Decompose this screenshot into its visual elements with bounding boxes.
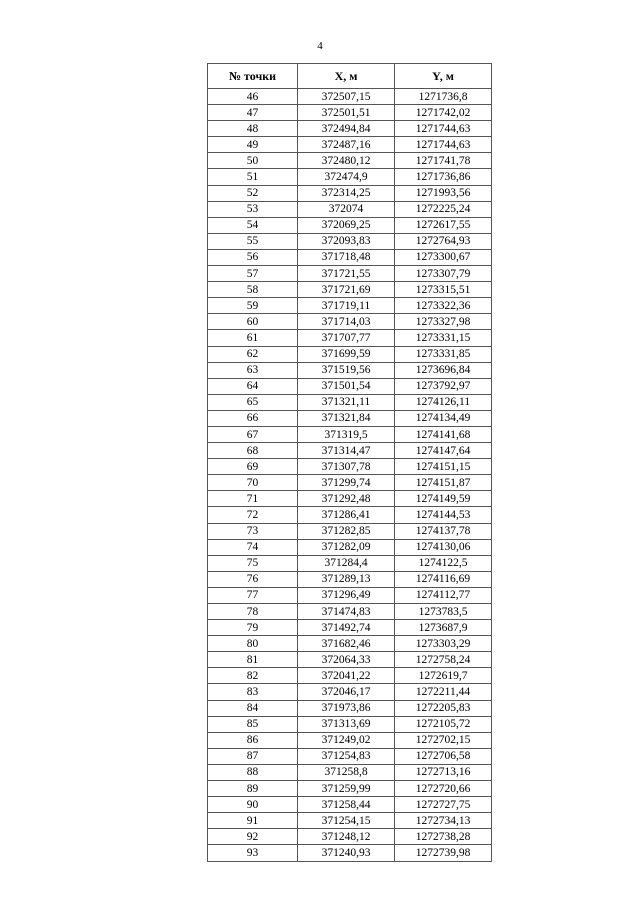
point-number-cell: 47: [208, 105, 298, 121]
point-number-cell: 64: [208, 378, 298, 394]
y-coordinate-cell: 1274112,77: [395, 587, 492, 603]
point-number-cell: 92: [208, 829, 298, 845]
x-coordinate-cell: 371721,69: [298, 282, 395, 298]
x-coordinate-cell: 371314,47: [298, 443, 395, 459]
table-row: [208, 169, 492, 185]
table-row: [208, 201, 492, 217]
x-coordinate-cell: 371240,93: [298, 845, 395, 861]
point-number-cell: 60: [208, 314, 298, 330]
x-coordinate-cell: 371292,48: [298, 491, 395, 507]
point-number-cell: 56: [208, 249, 298, 265]
x-coordinate-cell: 371259,99: [298, 781, 395, 797]
point-number-cell: 51: [208, 169, 298, 185]
x-coordinate-cell: 371282,85: [298, 523, 395, 539]
y-coordinate-cell: 1271741,78: [395, 153, 492, 169]
point-number-cell: 80: [208, 636, 298, 652]
table-row: [208, 587, 492, 603]
point-number-cell: 87: [208, 748, 298, 764]
table-row: [208, 394, 492, 410]
x-coordinate-cell: 371718,48: [298, 249, 395, 265]
point-number-cell: 59: [208, 298, 298, 314]
table-row: [208, 185, 492, 201]
x-coordinate-cell: 371248,12: [298, 829, 395, 845]
y-coordinate-cell: 1272706,58: [395, 748, 492, 764]
y-coordinate-cell: 1272617,55: [395, 217, 492, 233]
x-coordinate-cell: 371313,69: [298, 716, 395, 732]
x-coordinate-cell: 371254,83: [298, 748, 395, 764]
y-coordinate-cell: 1274151,15: [395, 459, 492, 475]
x-coordinate-cell: 371289,13: [298, 571, 395, 587]
y-coordinate-cell: 1274126,11: [395, 394, 492, 410]
x-coordinate-cell: 372487,16: [298, 137, 395, 153]
table-row: [208, 781, 492, 797]
table-row: [208, 507, 492, 523]
point-number-cell: 79: [208, 620, 298, 636]
x-coordinate-cell: 371258,8: [298, 764, 395, 780]
x-coordinate-cell: 371699,59: [298, 346, 395, 362]
y-coordinate-cell: 1274144,53: [395, 507, 492, 523]
point-number-cell: 66: [208, 410, 298, 426]
point-number-cell: 86: [208, 732, 298, 748]
page-number: 4: [317, 40, 323, 52]
x-coordinate-cell: 371321,84: [298, 410, 395, 426]
y-coordinate-cell: 1274141,68: [395, 426, 492, 442]
table-row: [208, 362, 492, 378]
table-row: [208, 298, 492, 314]
y-coordinate-cell: 1274147,64: [395, 443, 492, 459]
y-coordinate-cell: 1272758,24: [395, 652, 492, 668]
point-number-cell: 61: [208, 330, 298, 346]
table-row: [208, 539, 492, 555]
y-coordinate-cell: 1271744,63: [395, 121, 492, 137]
x-coordinate-cell: 371307,78: [298, 459, 395, 475]
table-row: [208, 153, 492, 169]
y-coordinate-cell: 1274151,87: [395, 475, 492, 491]
table-row: [208, 700, 492, 716]
y-coordinate-cell: 1274134,49: [395, 410, 492, 426]
y-coordinate-cell: 1272702,15: [395, 732, 492, 748]
point-number-cell: 52: [208, 185, 298, 201]
table-row: [208, 523, 492, 539]
x-coordinate-cell: 372046,17: [298, 684, 395, 700]
table-row: [208, 475, 492, 491]
y-coordinate-cell: 1271742,02: [395, 105, 492, 121]
x-coordinate-cell: 371249,02: [298, 732, 395, 748]
table-row: [208, 89, 492, 105]
point-number-cell: 90: [208, 797, 298, 813]
point-number-cell: 85: [208, 716, 298, 732]
table-row: [208, 314, 492, 330]
table-body: [208, 89, 492, 862]
x-coordinate-cell: 372480,12: [298, 153, 395, 169]
y-coordinate-cell: 1272764,93: [395, 233, 492, 249]
table-row: [208, 555, 492, 571]
table-row: [208, 249, 492, 265]
x-coordinate-cell: 371286,41: [298, 507, 395, 523]
x-coordinate-cell: 371319,5: [298, 426, 395, 442]
table-row: [208, 346, 492, 362]
x-coordinate-cell: 371254,15: [298, 813, 395, 829]
y-coordinate-cell: 1271736,86: [395, 169, 492, 185]
y-coordinate-cell: 1272713,16: [395, 764, 492, 780]
x-coordinate-cell: 371258,44: [298, 797, 395, 813]
table-row: [208, 217, 492, 233]
point-number-cell: 83: [208, 684, 298, 700]
table-row: [208, 459, 492, 475]
table-row: [208, 410, 492, 426]
y-coordinate-cell: 1273300,67: [395, 249, 492, 265]
x-coordinate-cell: 371296,49: [298, 587, 395, 603]
table-row: [208, 652, 492, 668]
point-number-cell: 48: [208, 121, 298, 137]
y-coordinate-cell: 1273696,84: [395, 362, 492, 378]
point-number-cell: 55: [208, 233, 298, 249]
table-row: [208, 716, 492, 732]
y-coordinate-cell: 1273322,36: [395, 298, 492, 314]
table-row: [208, 137, 492, 153]
x-coordinate-cell: 372494,84: [298, 121, 395, 137]
table-row: [208, 813, 492, 829]
y-coordinate-cell: 1272734,13: [395, 813, 492, 829]
coordinates-table: [207, 63, 492, 862]
table-row: [208, 668, 492, 684]
x-coordinate-cell: 371973,86: [298, 700, 395, 716]
table-row: [208, 732, 492, 748]
y-coordinate-cell: 1272225,24: [395, 201, 492, 217]
point-number-cell: 63: [208, 362, 298, 378]
x-coordinate-cell: 371707,77: [298, 330, 395, 346]
point-number-cell: 70: [208, 475, 298, 491]
point-number-cell: 89: [208, 781, 298, 797]
x-coordinate-cell: 372314,25: [298, 185, 395, 201]
x-coordinate-cell: 372074: [298, 201, 395, 217]
y-coordinate-cell: 1272211,44: [395, 684, 492, 700]
y-coordinate-cell: 1273792,97: [395, 378, 492, 394]
x-coordinate-cell: 371474,83: [298, 604, 395, 620]
table-row: [208, 426, 492, 442]
x-coordinate-cell: 371682,46: [298, 636, 395, 652]
y-coordinate-cell: 1273331,85: [395, 346, 492, 362]
table-row: [208, 764, 492, 780]
header-y-coordinate: Y, м: [395, 64, 492, 89]
y-coordinate-cell: 1272619,7: [395, 668, 492, 684]
y-coordinate-cell: 1273307,79: [395, 266, 492, 282]
x-coordinate-cell: 371519,56: [298, 362, 395, 378]
x-coordinate-cell: 372069,25: [298, 217, 395, 233]
y-coordinate-cell: 1271744,63: [395, 137, 492, 153]
table-row: [208, 443, 492, 459]
x-coordinate-cell: 371284,4: [298, 555, 395, 571]
y-coordinate-cell: 1271736,8: [395, 89, 492, 105]
table-row: [208, 233, 492, 249]
table-row: [208, 845, 492, 861]
point-number-cell: 81: [208, 652, 298, 668]
y-coordinate-cell: 1274116,69: [395, 571, 492, 587]
point-number-cell: 71: [208, 491, 298, 507]
point-number-cell: 57: [208, 266, 298, 282]
table-row: [208, 121, 492, 137]
point-number-cell: 62: [208, 346, 298, 362]
point-number-cell: 93: [208, 845, 298, 861]
x-coordinate-cell: 371714,03: [298, 314, 395, 330]
point-number-cell: 88: [208, 764, 298, 780]
x-coordinate-cell: 372041,22: [298, 668, 395, 684]
point-number-cell: 77: [208, 587, 298, 603]
point-number-cell: 78: [208, 604, 298, 620]
y-coordinate-cell: 1274130,06: [395, 539, 492, 555]
y-coordinate-cell: 1274122,5: [395, 555, 492, 571]
point-number-cell: 58: [208, 282, 298, 298]
table-header-row: [208, 64, 492, 89]
y-coordinate-cell: 1274149,59: [395, 491, 492, 507]
x-coordinate-cell: 372507,15: [298, 89, 395, 105]
y-coordinate-cell: 1273303,29: [395, 636, 492, 652]
table-row: [208, 571, 492, 587]
point-number-cell: 91: [208, 813, 298, 829]
x-coordinate-cell: 372501,51: [298, 105, 395, 121]
point-number-cell: 82: [208, 668, 298, 684]
point-number-cell: 72: [208, 507, 298, 523]
y-coordinate-cell: 1273331,15: [395, 330, 492, 346]
table-row: [208, 829, 492, 845]
point-number-cell: 49: [208, 137, 298, 153]
x-coordinate-cell: 372093,83: [298, 233, 395, 249]
x-coordinate-cell: 371721,55: [298, 266, 395, 282]
x-coordinate-cell: 371719,11: [298, 298, 395, 314]
table-row: [208, 620, 492, 636]
point-number-cell: 76: [208, 571, 298, 587]
y-coordinate-cell: 1272739,98: [395, 845, 492, 861]
table-row: [208, 604, 492, 620]
table-row: [208, 378, 492, 394]
y-coordinate-cell: 1272105,72: [395, 716, 492, 732]
point-number-cell: 50: [208, 153, 298, 169]
x-coordinate-cell: 371501,54: [298, 378, 395, 394]
y-coordinate-cell: 1272727,75: [395, 797, 492, 813]
table-row: [208, 748, 492, 764]
table-row: [208, 266, 492, 282]
x-coordinate-cell: 372474,9: [298, 169, 395, 185]
y-coordinate-cell: 1273315,51: [395, 282, 492, 298]
point-number-cell: 68: [208, 443, 298, 459]
x-coordinate-cell: 371282,09: [298, 539, 395, 555]
point-number-cell: 69: [208, 459, 298, 475]
point-number-cell: 53: [208, 201, 298, 217]
y-coordinate-cell: 1273783,5: [395, 604, 492, 620]
table-row: [208, 797, 492, 813]
header-point-number: № точки: [208, 64, 298, 89]
table-row: [208, 684, 492, 700]
x-coordinate-cell: 372064,33: [298, 652, 395, 668]
point-number-cell: 74: [208, 539, 298, 555]
point-number-cell: 73: [208, 523, 298, 539]
point-number-cell: 46: [208, 89, 298, 105]
table-row: [208, 330, 492, 346]
x-coordinate-cell: 371299,74: [298, 475, 395, 491]
y-coordinate-cell: 1272738,28: [395, 829, 492, 845]
table-row: [208, 105, 492, 121]
x-coordinate-cell: 371492,74: [298, 620, 395, 636]
y-coordinate-cell: 1272205,83: [395, 700, 492, 716]
point-number-cell: 67: [208, 426, 298, 442]
x-coordinate-cell: 371321,11: [298, 394, 395, 410]
table-row: [208, 282, 492, 298]
point-number-cell: 54: [208, 217, 298, 233]
point-number-cell: 75: [208, 555, 298, 571]
y-coordinate-cell: 1273327,98: [395, 314, 492, 330]
y-coordinate-cell: 1271993,56: [395, 185, 492, 201]
y-coordinate-cell: 1272720,66: [395, 781, 492, 797]
y-coordinate-cell: 1273687,9: [395, 620, 492, 636]
point-number-cell: 65: [208, 394, 298, 410]
header-x-coordinate: X, м: [298, 64, 395, 89]
table-row: [208, 491, 492, 507]
point-number-cell: 84: [208, 700, 298, 716]
y-coordinate-cell: 1274137,78: [395, 523, 492, 539]
table-row: [208, 636, 492, 652]
